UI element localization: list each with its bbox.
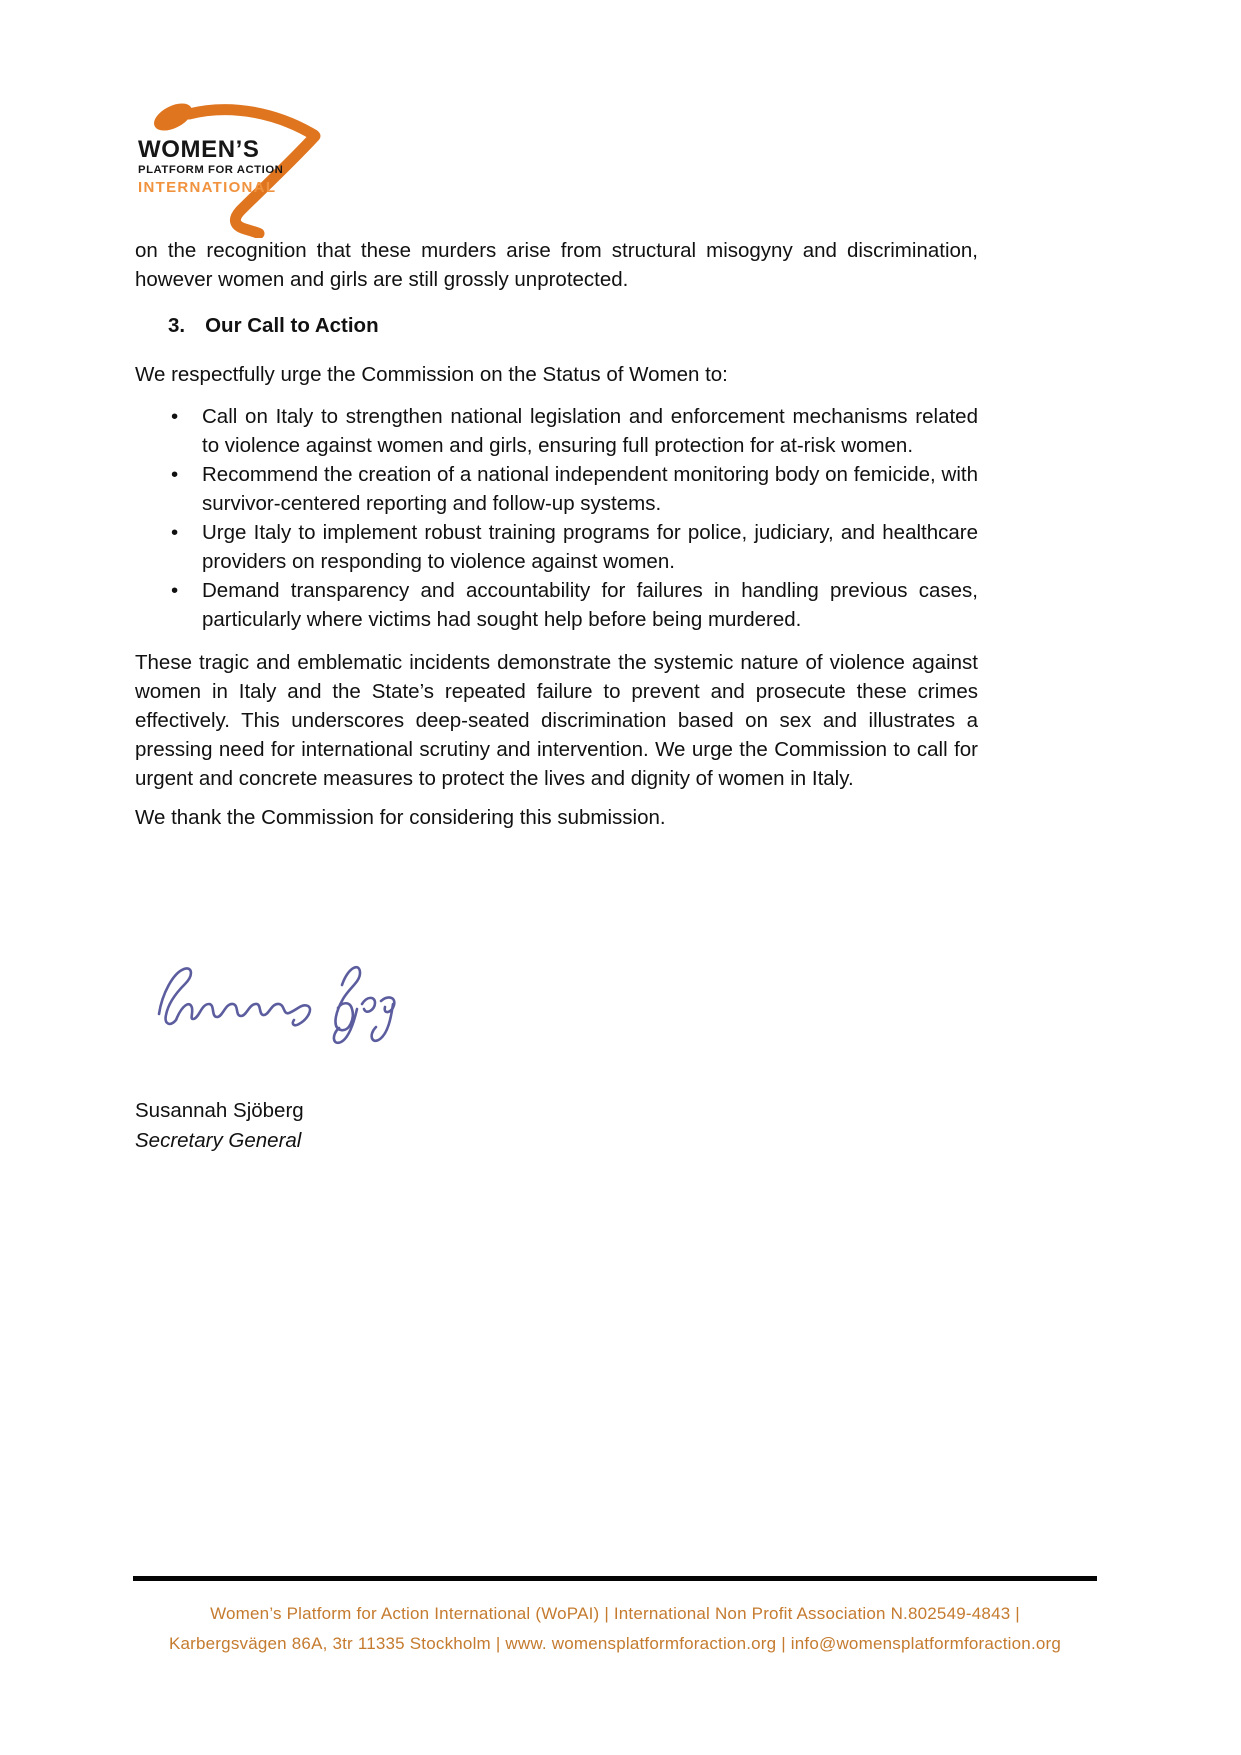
bullet-icon: • xyxy=(171,405,179,428)
section-heading xyxy=(135,311,978,340)
list-item-text: Demand transparency and accountability for failures in handling previous cases, particularly where victims had sought help before being murdered. xyxy=(202,579,978,631)
bullet-icon: • xyxy=(171,463,179,486)
call-to-action-list xyxy=(135,402,978,634)
list-item xyxy=(135,576,978,634)
bullet-icon: • xyxy=(171,521,179,544)
urge-paragraph: We respectfully urge the Commission on the Status of Women to: xyxy=(135,363,728,386)
footer-line-1: Women’s Platform for Action International (WoPAI) | International Non Profit Association N.802549-4843 | xyxy=(210,1604,1020,1623)
footer-line-2: Karbergsvägen 86A, 3tr 11335 Stockholm | www. womensplatformforaction.org | info@womensplatformforaction.org xyxy=(168,1634,1062,1653)
list-item-text: Recommend the creation of a national independent monitoring body on femicide, with survivor-centered reporting and follow-up systems. xyxy=(202,463,978,515)
section-title: Our Call to Action xyxy=(205,314,379,337)
signature-ink-icon xyxy=(146,952,431,1060)
bullet-icon: • xyxy=(171,579,179,602)
footer xyxy=(133,1599,1097,1659)
org-logo xyxy=(135,88,345,238)
section-number: 3. xyxy=(168,314,186,337)
list-item xyxy=(135,518,978,576)
logo-org-word: WOMEN’S xyxy=(138,136,260,163)
thanks-paragraph: We thank the Commission for considering this submission. xyxy=(135,806,666,829)
list-item xyxy=(135,460,978,518)
logo-org-scope: INTERNATIONAL xyxy=(138,179,277,197)
closing-paragraph: These tragic and emblematic incidents demonstrate the systemic nature of violence against women in Italy and the State’s repeated failure to prevent and prosecute these crimes effectively. This underscores deep-seated discrimination based on sex and illustrates a pressing need for international scrutiny and intervention. We urge the Commission to call for urgent and concrete measures to protect the lives and dignity of women in Italy. xyxy=(135,651,978,790)
signatory-name: Susannah Sjöberg xyxy=(135,1099,304,1122)
list-item-text: Call on Italy to strengthen national legislation and enforcement mechanisms related to violence against women and girls, ensuring full protection for at-risk women. xyxy=(202,405,978,457)
list-item-text: Urge Italy to implement robust training programs for police, judiciary, and healthcare providers on responding to violence against women. xyxy=(202,521,978,573)
signatory-title: Secretary General xyxy=(135,1129,302,1152)
list-item xyxy=(135,402,978,460)
footer-divider xyxy=(133,1576,1097,1581)
intro-paragraph: on the recognition that these murders arise from structural misogyny and discrimination, however women and girls are still grossly unprotected. xyxy=(135,239,978,291)
logo-wordmark xyxy=(138,138,283,195)
logo-org-subline: PLATFORM FOR ACTION xyxy=(138,164,284,176)
handwritten-signature xyxy=(146,952,431,1060)
